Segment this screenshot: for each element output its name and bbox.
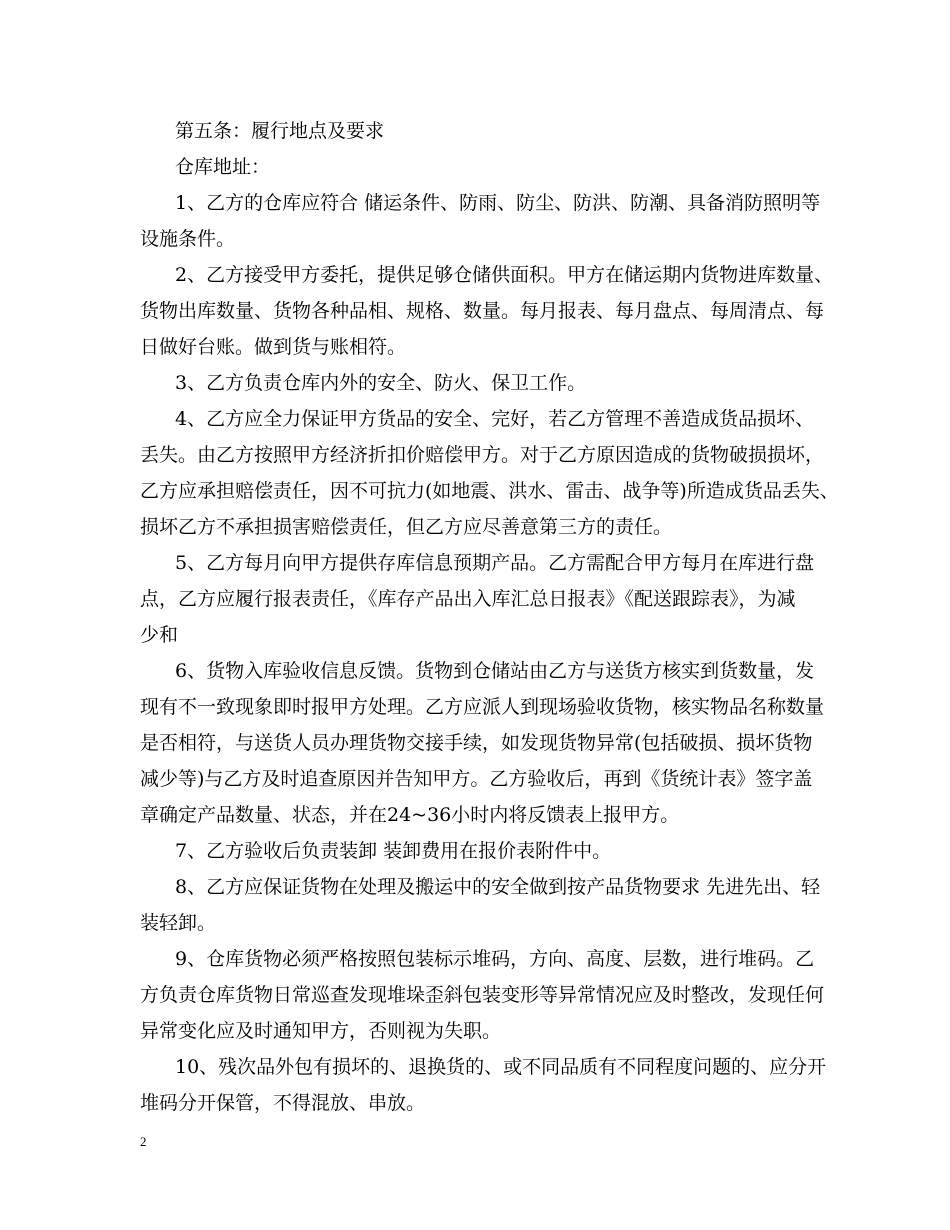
clause-1-line-2: 设施条件。 (140, 228, 236, 250)
clause-6-line-5: 章确定产品数量、状态，并在24~36小时内将反馈表上报甲方。 (140, 804, 680, 826)
clause-9-line-1: 9、仓库货物必须严格按照包装标示堆码，方向、高度、层数，进行堆码。乙 (175, 948, 815, 970)
clause-6-line-1: 6、货物入库验收信息反馈。货物到仓储站由乙方与送货方核实到货数量，发 (175, 660, 815, 682)
warehouse-address-label: 仓库地址： (175, 156, 271, 178)
clause-8-line-2: 装轻卸。 (140, 912, 217, 934)
page-number: 2 (140, 1134, 147, 1149)
clause-10-line-2: 堆码分开保管，不得混放、串放。 (140, 1092, 426, 1114)
clause-6-line-3: 是否相符，与送货人员办理货物交接手续，如发现货物异常(包括破损、损坏货物 (140, 732, 813, 754)
clause-2-line-2: 货物出库数量、货物各种品相、规格、数量。每月报表、每月盘点、每周清点、每 (140, 300, 825, 322)
clause-4-line-1: 4、乙方应全力保证甲方货品的安全、完好，若乙方管理不善造成货品损坏、 (175, 408, 815, 430)
clause-6-line-4: 减少等)与乙方及时追查原因并告知甲方。乙方验收后，再到《货统计表》签字盖 (140, 768, 813, 790)
clause-4-line-4: 损坏乙方不承担损害赔偿责任，但乙方应尽善意第三方的责任。 (140, 516, 673, 538)
clause-4-line-3: 乙方应承担赔偿责任，因不可抗力(如地震、洪水、雷击、战争等)所造成货品丢失、 (140, 480, 839, 502)
clause-2-line-1: 2、乙方接受甲方委托，提供足够仓储供面积。甲方在储运期内货物进库数量、 (175, 264, 834, 286)
clause-5-line-2: 点，乙方应履行报表责任，《库存产品出入库汇总日报表》《配送跟踪表》，为减 (140, 588, 796, 610)
clause-3-line-1: 3、乙方负责仓库内外的安全、防火、保卫工作。 (175, 372, 587, 394)
clause-7-line-1: 7、乙方验收后负责装卸 装卸费用在报价表附件中。 (175, 840, 612, 862)
clause-5-line-3: 少和 (140, 624, 179, 646)
clause-6-line-2: 现有不一致现象即时报甲方处理。乙方应派人到现场验收货物，核实物品名称数量 (140, 696, 825, 718)
clause-5-line-1: 5、乙方每月向甲方提供存库信息预期产品。乙方需配合甲方每月在库进行盘 (175, 552, 815, 574)
clause-2-line-3: 日做好台账。做到货与账相符。 (140, 336, 407, 358)
clause-8-line-1: 8、乙方应保证货物在处理及搬运中的安全做到按产品货物要求 先进先出、轻 (175, 876, 821, 898)
clause-9-line-3: 异常变化应及时通知甲方，否则视为失职。 (140, 1020, 502, 1042)
article-heading: 第五条：履行地点及要求 (175, 120, 385, 142)
clause-10-line-1: 10、残次品外包有损坏的、退换货的、或不同品质有不同程度问题的、应分开 (175, 1056, 827, 1078)
clause-1-line-1: 1、乙方的仓库应符合 储运条件、防雨、防尘、防洪、防潮、具备消防照明等 (175, 192, 821, 214)
clause-9-line-2: 方负责仓库货物日常巡查发现堆垛歪斜包装变形等异常情况应及时整改，发现任何 (140, 984, 825, 1006)
clause-4-line-2: 丢失。由乙方按照甲方经济折扣价赔偿甲方。对于乙方原因造成的货物破损损坏， (140, 444, 825, 466)
